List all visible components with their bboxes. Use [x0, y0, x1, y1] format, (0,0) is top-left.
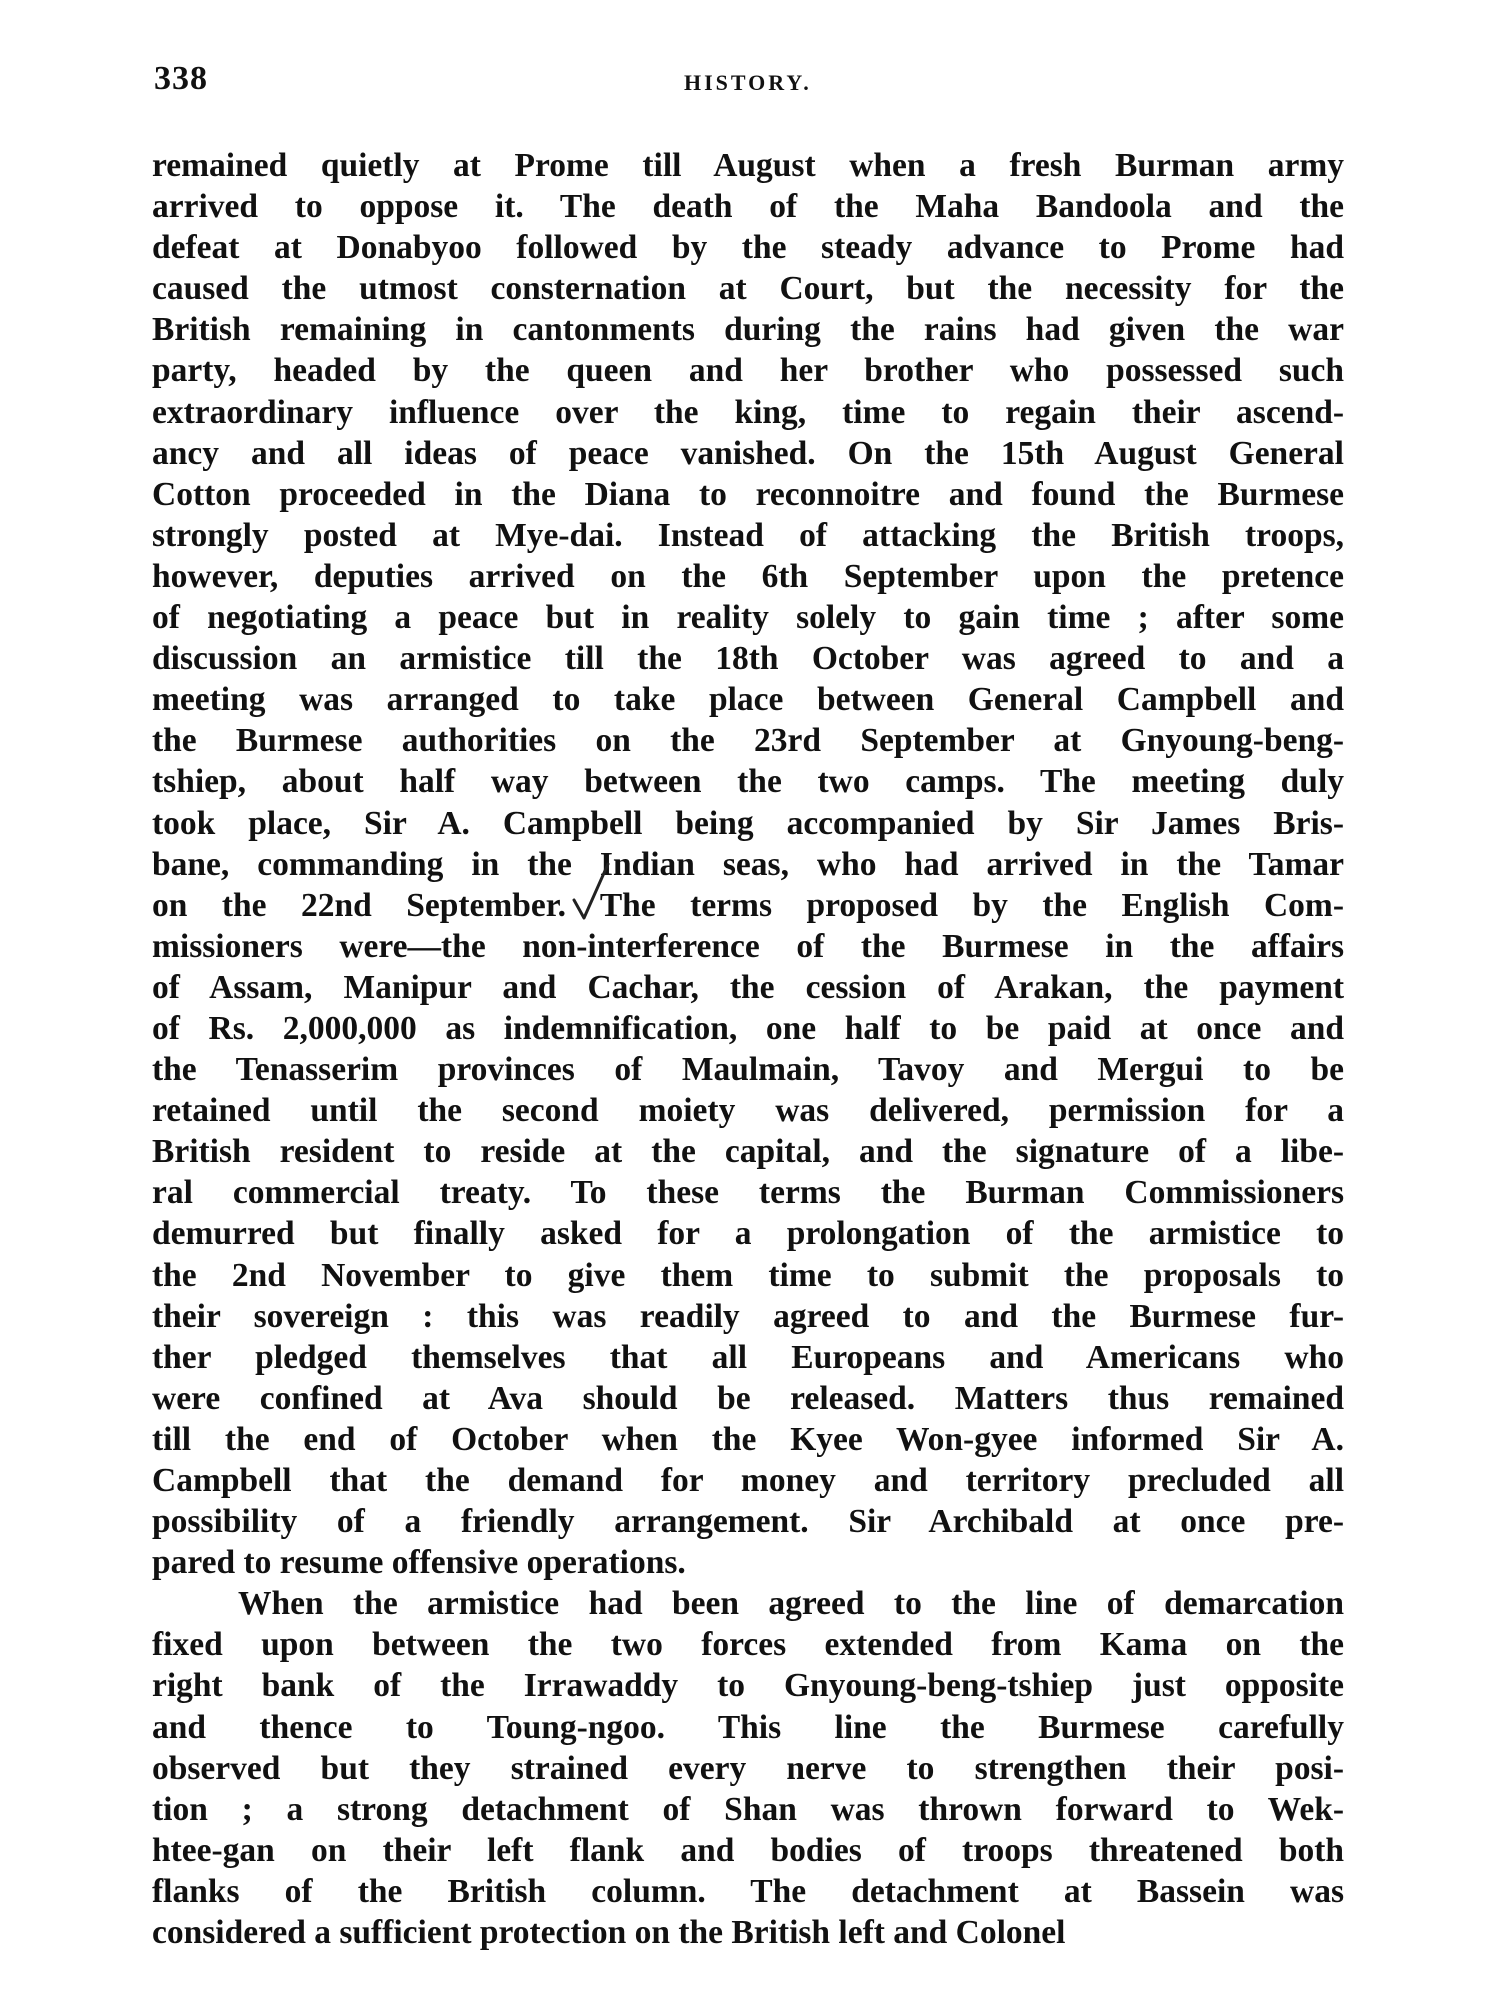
- text-line: When the armistice had been agreed to the line of demarcation: [238, 1585, 1344, 1623]
- page-number: 338: [154, 60, 208, 97]
- text-line: observed but they strained every nerve to strengthen their posi-: [152, 1749, 1344, 1787]
- text-line: strongly posted at Mye-dai. Instead of attacking the British troops,: [152, 516, 1344, 554]
- text-line: discussion an armistice till the 18th October was agreed to and a: [152, 640, 1344, 678]
- text-line: Cotton proceeded in the Diana to reconnoitre and found the Burmese: [152, 475, 1344, 513]
- text-line: flanks of the British column. The detachment at Bassein was: [152, 1872, 1344, 1910]
- text-line: pared to resume offensive operations.: [152, 1544, 686, 1582]
- text-line: possibility of a friendly arrangement. Sir Archibald at once pre-: [152, 1503, 1344, 1541]
- paragraph: [152, 145, 1344, 1583]
- text-line: British resident to reside at the capital, and the signature of a libe-: [152, 1133, 1344, 1171]
- text-line: missioners were—the non-interference of the Burmese in the affairs: [152, 927, 1344, 965]
- text-line: fixed upon between the two forces extended from Kama on the: [152, 1626, 1344, 1664]
- text-line: the Tenasserim provinces of Maulmain, Tavoy and Mergui to be: [152, 1051, 1344, 1089]
- text-line: their sovereign : this was readily agreed to and the Burmese fur-: [152, 1297, 1344, 1335]
- text-line: Campbell that the demand for money and territory precluded all: [152, 1462, 1344, 1499]
- text-line: arrived to oppose it. The death of the Maha Bandoola and the: [152, 188, 1344, 226]
- body-text: [152, 145, 1344, 1953]
- text-line: considered a sufficient protection on the British left and Colonel: [152, 1914, 1066, 1952]
- paragraph: [152, 1583, 1344, 1953]
- text-line: tion ; a strong detachment of Shan was thrown forward to Wek-: [152, 1790, 1344, 1828]
- text-line: caused the utmost consternation at Court, but the necessity for the: [152, 270, 1344, 308]
- text-line: were confined at Ava should be released. Matters thus remained: [152, 1379, 1344, 1417]
- text-line: took place, Sir A. Campbell being accompanied by Sir James Bris-: [152, 804, 1344, 842]
- text-line: extraordinary influence over the king, time to regain their ascend-: [152, 393, 1344, 431]
- text-line: ancy and all ideas of peace vanished. On the 15th August General: [152, 434, 1344, 472]
- text-line: the 2nd November to give them time to submit the proposals to: [152, 1256, 1344, 1294]
- text-line: and thence to Toung-ngoo. This line the Burmese carefully: [152, 1708, 1344, 1746]
- text-line: ther pledged themselves that all Europeans and Americans who: [152, 1338, 1344, 1376]
- page-header: [154, 60, 1344, 110]
- text-line: the Burmese authorities on the 23rd September at Gnyoung-beng-: [152, 722, 1344, 760]
- text-line: party, headed by the queen and her brother who possessed such: [152, 352, 1344, 390]
- text-line: however, deputies arrived on the 6th September upon the pretence: [152, 557, 1344, 595]
- text-line: meeting was arranged to take place between General Campbell and: [152, 681, 1344, 719]
- text-line: htee-gan on their left flank and bodies of troops threatened both: [152, 1831, 1344, 1869]
- text-line: remained quietly at Prome till August when a fresh Burman army: [152, 147, 1344, 184]
- text-line: ral commercial treaty. To these terms the Burman Commissioners: [152, 1174, 1344, 1212]
- text-line: bane, commanding in the Indian seas, who had arrived in the Tamar: [152, 845, 1344, 883]
- text-line: tshiep, about half way between the two camps. The meeting duly: [152, 763, 1344, 801]
- text-line: on the 22nd September. The terms proposed by the English Com-: [152, 886, 1344, 924]
- text-line: till the end of October when the Kyee Won-gyee informed Sir A.: [152, 1420, 1344, 1458]
- text-line: right bank of the Irrawaddy to Gnyoung-beng-tshiep just opposite: [152, 1667, 1344, 1705]
- text-line: demurred but finally asked for a prolongation of the armistice to: [152, 1215, 1344, 1253]
- text-line: British remaining in cantonments during the rains had given the war: [152, 311, 1344, 349]
- text-line: of negotiating a peace but in reality solely to gain time ; after some: [152, 599, 1344, 637]
- text-line: of Assam, Manipur and Cachar, the cession of Arakan, the payment: [152, 968, 1344, 1006]
- text-line: retained until the second moiety was delivered, permission for a: [152, 1092, 1344, 1130]
- running-head: HISTORY.: [684, 70, 812, 95]
- text-line: of Rs. 2,000,000 as indemnification, one half to be paid at once and: [152, 1009, 1344, 1047]
- pencil-check-mark: [570, 860, 614, 930]
- text-line: defeat at Donabyoo followed by the steady advance to Prome had: [152, 229, 1344, 267]
